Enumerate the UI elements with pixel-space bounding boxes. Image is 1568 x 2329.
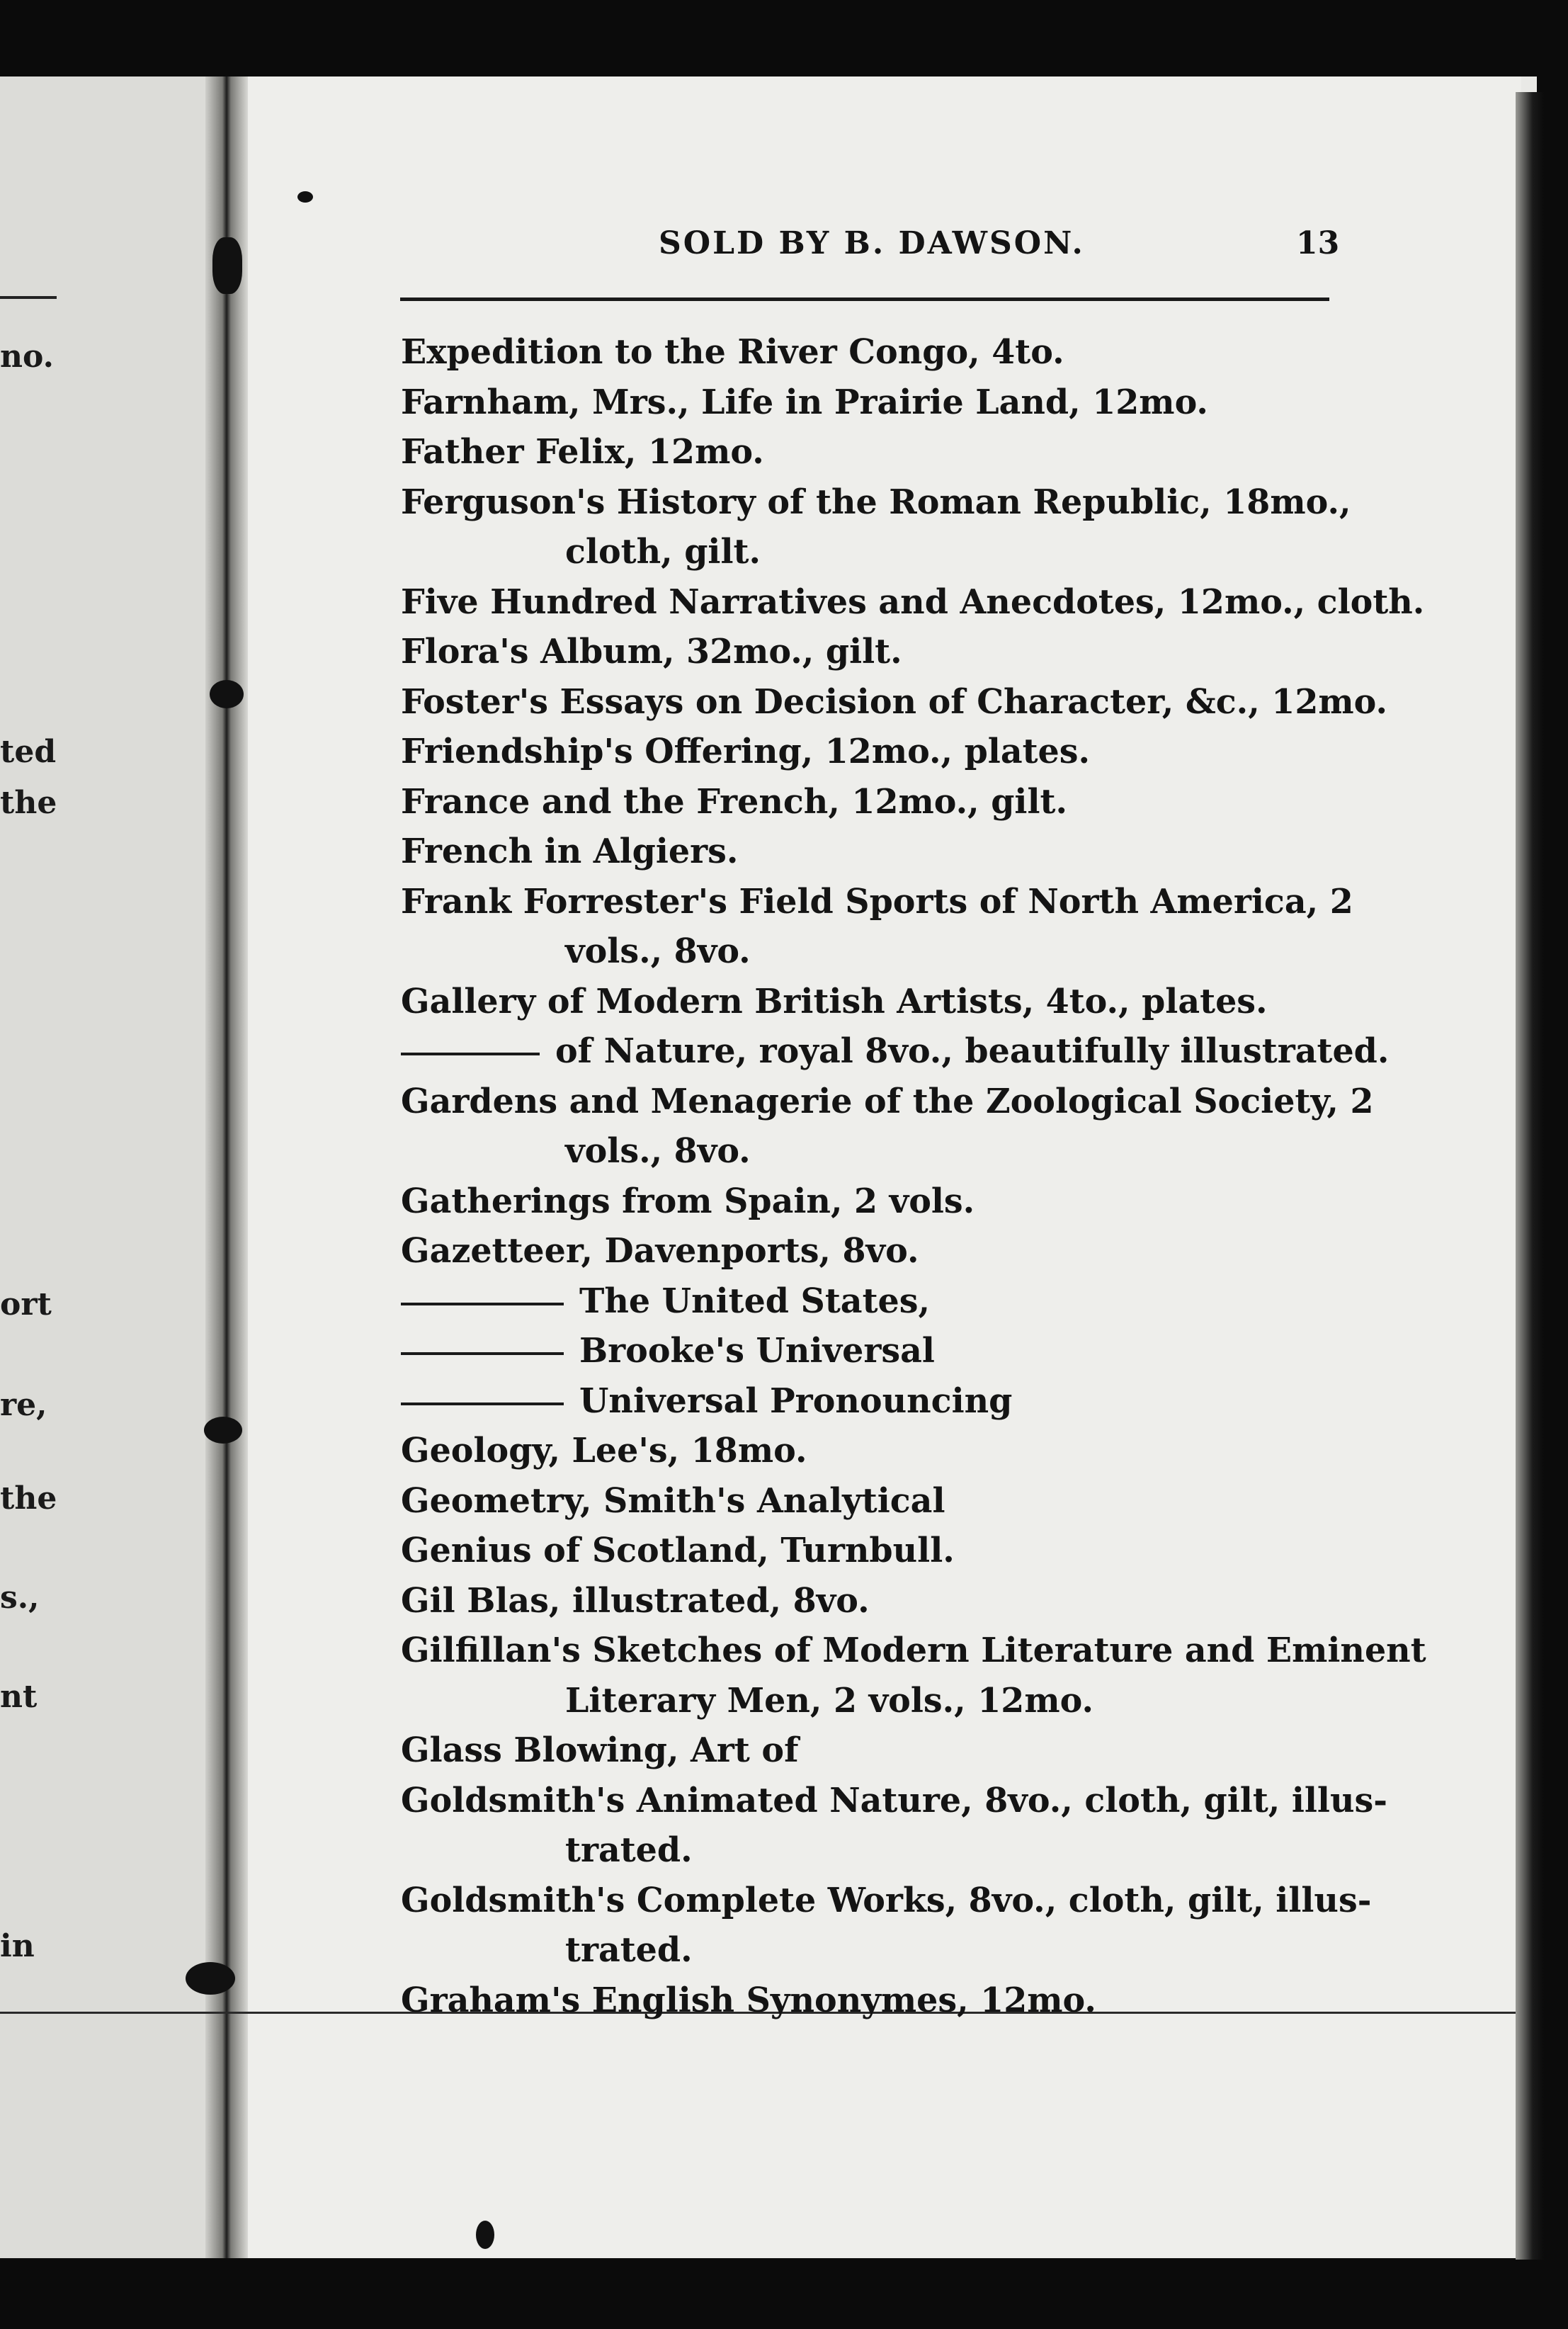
ditto-dash: [401, 1352, 564, 1355]
entry-continuation: [401, 1126, 1336, 1177]
entry-text: Friendship's Offering, 12mo., plates.: [401, 732, 1091, 771]
ditto-dash: [401, 1053, 540, 1055]
entry-text: of Nature, royal 8vo., beautifully illustrated.: [555, 1031, 1390, 1071]
catalogue-entry: [401, 1576, 1336, 1626]
entry-text: Gallery of Modern British Artists, 4to., plates.: [401, 981, 1268, 1021]
catalogue-entry: [401, 327, 1336, 378]
catalogue-entry: [401, 1626, 1426, 1676]
catalogue-entry: [401, 877, 1353, 927]
ditto-dash: [401, 1402, 564, 1405]
catalogue-entry: [401, 1177, 1336, 1227]
entry-text: Literary Men, 2 vols., 12mo.: [565, 1680, 1093, 1721]
entry-text: vols., 8vo.: [565, 931, 751, 971]
entry-text: Glass Blowing, Art of: [401, 1730, 799, 1770]
left-page-fragment: the: [0, 1480, 57, 1517]
catalogue-entry: [401, 727, 1336, 777]
left-page-fragment: in: [0, 1928, 35, 1964]
left-page-fragment: s.,: [0, 1580, 40, 1616]
entry-text: cloth, gilt.: [565, 532, 761, 572]
left-page-fragment: nt: [0, 1679, 38, 1715]
entry-continuation: [401, 1676, 1336, 1726]
left-page-fragment: ort: [0, 1286, 52, 1322]
running-head: SOLD BY B. DAWSON.: [659, 225, 1085, 261]
left-page-fragment: no.: [0, 339, 54, 375]
binding-knot: [186, 1962, 235, 1995]
ditto-dash: [401, 1303, 564, 1305]
catalogue-entry: [401, 1526, 1336, 1576]
entry-text: Gilfillan's Sketches of Modern Literature and Eminent: [401, 1631, 1426, 1670]
ink-speck: [476, 2221, 494, 2249]
catalogue-entry: [401, 477, 1351, 528]
entry-text: Gil Blas, illustrated, 8vo.: [401, 1580, 870, 1621]
catalogue-entry: [401, 1276, 1336, 1327]
entry-continuation: [401, 926, 1336, 977]
catalogue-entry: [401, 1726, 1336, 1776]
left-page-fragment: ted: [0, 734, 57, 770]
entry-text: Graham's English Synonymes, 12mo.: [401, 1980, 1096, 2020]
entry-text: Gardens and Menagerie of the Zoological Society, 2: [401, 1081, 1374, 1121]
left-page-fragment: re,: [0, 1387, 47, 1423]
catalogue-entry: [401, 1376, 1336, 1427]
entry-continuation: [401, 527, 1336, 577]
catalogue-entry: [401, 1776, 1387, 1826]
catalogue-entry: [401, 1476, 1336, 1526]
entry-text: Universal Pronouncing: [579, 1381, 1013, 1421]
entry-text: Gatherings from Spain, 2 vols.: [401, 1181, 975, 1221]
catalogue-entry: [401, 1326, 1336, 1376]
entry-text: Expedition to the River Congo, 4to.: [401, 332, 1064, 372]
catalogue-entry: [401, 777, 1336, 827]
entry-text: Brooke's Universal: [579, 1331, 935, 1371]
binding-knot: [210, 680, 244, 708]
catalogue-entry-list: [401, 327, 1426, 2025]
binding-knot: [212, 237, 242, 294]
entry-text: France and the French, 12mo., gilt.: [401, 781, 1068, 822]
entry-text: Geometry, Smith's Analytical: [401, 1480, 945, 1521]
entry-text: trated.: [565, 1930, 693, 1970]
left-page-fragment: the: [0, 785, 57, 821]
catalogue-entry: [401, 627, 1336, 677]
header-rule: [400, 298, 1329, 301]
entry-text: Father Felix, 12mo.: [401, 432, 764, 472]
entry-text: Goldsmith's Complete Works, 8vo., cloth, gilt, illus-: [401, 1880, 1372, 1920]
catalogue-entry: [401, 1226, 1336, 1276]
ink-speck: [297, 191, 313, 203]
entry-text: Foster's Essays on Decision of Character, &c., 12mo.: [401, 681, 1388, 722]
entry-continuation: [401, 1825, 1336, 1876]
entry-text: Gazetteer, Davenports, 8vo.: [401, 1231, 919, 1271]
entry-text: Flora's Album, 32mo., gilt.: [401, 632, 902, 672]
entry-text: Farnham, Mrs., Life in Prairie Land, 12mo.: [401, 382, 1208, 422]
binding-knot: [204, 1417, 242, 1444]
catalogue-entry: [401, 1976, 1336, 2026]
catalogue-entry: [401, 378, 1336, 428]
page-number: 13: [1296, 225, 1340, 261]
left-page-rule: [0, 296, 57, 299]
entry-text: Five Hundred Narratives and Anecdotes, 12mo., cloth.: [401, 582, 1425, 622]
entry-text: Geology, Lee's, 18mo.: [401, 1431, 807, 1470]
entry-text: Frank Forrester's Field Sports of North America, 2: [401, 881, 1353, 922]
right-page-edge: [1516, 92, 1544, 2260]
catalogue-entry: [401, 1876, 1372, 1926]
catalogue-entry: [401, 1026, 1390, 1077]
catalogue-entry: [401, 677, 1388, 727]
entry-text: Ferguson's History of the Roman Republic, 18mo.,: [401, 482, 1351, 522]
entry-text: The United States,: [579, 1281, 931, 1321]
catalogue-entry: [401, 1426, 1336, 1476]
catalogue-entry: [401, 577, 1425, 628]
entry-text: French in Algiers.: [401, 832, 739, 871]
entry-text: Goldsmith's Animated Nature, 8vo., cloth, gilt, illus-: [401, 1780, 1387, 1820]
entry-text: Genius of Scotland, Turnbull.: [401, 1531, 955, 1570]
entry-text: trated.: [565, 1830, 693, 1870]
catalogue-entry: [401, 427, 1336, 477]
catalogue-entry: [401, 1077, 1374, 1127]
catalogue-entry: [401, 827, 1336, 877]
book-gutter: [205, 76, 248, 2258]
entry-continuation: [401, 1925, 1336, 1976]
catalogue-entry: [401, 977, 1336, 1027]
entry-text: vols., 8vo.: [565, 1131, 751, 1171]
